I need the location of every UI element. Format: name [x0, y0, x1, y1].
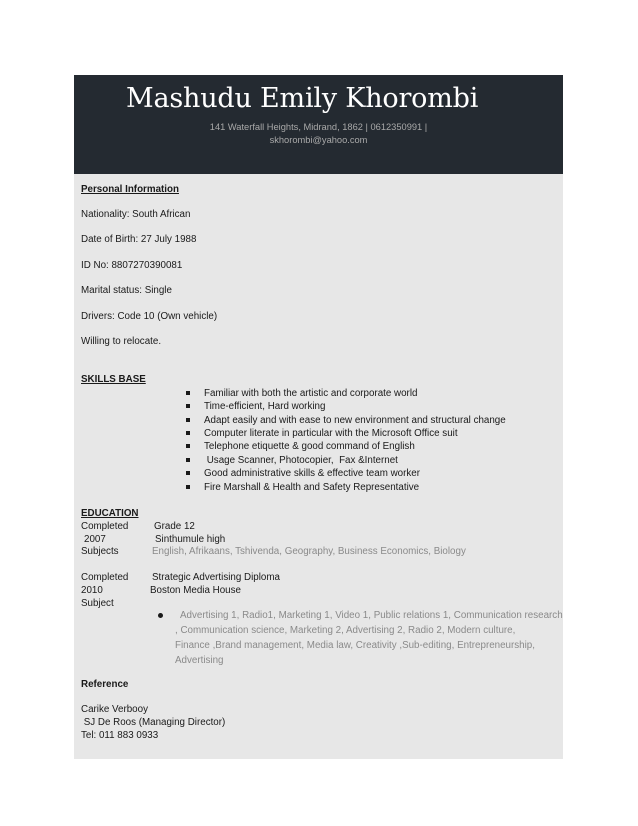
edu2-subjects-line1: Advertising 1, Radio1, Marketing 1, Video 1, Public relations 1, Communication research	[180, 610, 563, 621]
list-item: Fire Marshall & Health and Safety Representative	[204, 482, 420, 493]
relocation: Willing to relocate.	[81, 336, 162, 347]
list-item: Telephone etiquette & good command of English	[204, 441, 415, 452]
marital-status: Marital status: Single	[81, 285, 172, 296]
edu2-subjects-line4: Advertising	[175, 655, 224, 666]
date-of-birth: Date of Birth: 27 July 1988	[81, 234, 197, 245]
edu2-qualification: Strategic Advertising Diploma	[152, 572, 280, 583]
drivers-licence: Drivers: Code 10 (Own vehicle)	[81, 311, 218, 322]
edu1-year: 2007	[84, 534, 106, 545]
list-item: Computer literate in particular with the Microsoft Office suit	[204, 428, 458, 439]
edu1-subjects-label: Subjects	[81, 546, 119, 557]
reference-name: Carike Verbooy	[81, 704, 148, 715]
list-item: Usage Scanner, Photocopier, Fax &Internet	[204, 455, 398, 466]
square-bullet-icon	[186, 444, 190, 448]
edu1-qualification: Grade 12	[154, 521, 195, 532]
list-item: Time-efficient, Hard working	[204, 401, 326, 412]
resume-header	[74, 75, 563, 174]
edu2-subjects-line2: , Communication science, Marketing 2, Advertising 2, Radio 2, Modern culture,	[175, 625, 516, 636]
reference-telephone: Tel: 011 883 0933	[81, 730, 159, 741]
square-bullet-icon	[186, 391, 190, 395]
reference-role: SJ De Roos (Managing Director)	[81, 717, 226, 728]
list-item: Adapt easily and with ease to new environment and structural change	[204, 415, 506, 426]
edu1-status: Completed	[81, 521, 129, 532]
edu2-subjects-line3: Finance ,Brand management, Media law, Creativity ,Sub-editing, Entrepreneurship,	[175, 640, 535, 651]
contact-address-phone: 141 Waterfall Heights, Midrand, 1862 | 0612350991 |	[209, 122, 428, 132]
applicant-name: Mashudu Emily Khorombi	[126, 83, 479, 114]
square-bullet-icon	[186, 471, 190, 475]
square-bullet-icon	[186, 485, 190, 489]
round-bullet-icon	[158, 613, 163, 618]
contact-email: skhorombi@yahoo.com	[269, 135, 368, 145]
education-heading: EDUCATION	[81, 508, 139, 519]
edu2-subjects-label: Subject	[81, 598, 114, 609]
edu1-school: Sinthumule high	[155, 534, 226, 545]
edu2-year: 2010	[81, 585, 103, 596]
nationality: Nationality: South African	[81, 209, 191, 220]
square-bullet-icon	[186, 404, 190, 408]
personal-heading: Personal Information	[81, 184, 179, 195]
list-item: Familiar with both the artistic and corporate world	[204, 388, 418, 399]
edu1-subjects: English, Afrikaans, Tshivenda, Geography, Business Economics, Biology	[152, 546, 466, 557]
skills-heading: SKILLS BASE	[81, 374, 146, 385]
square-bullet-icon	[186, 418, 190, 422]
id-number: ID No: 8807270390081	[81, 260, 183, 271]
edu2-school: Boston Media House	[150, 585, 241, 596]
contact-details	[74, 121, 563, 145]
reference-heading: Reference	[81, 679, 129, 690]
resume-page	[74, 75, 563, 759]
square-bullet-icon	[186, 458, 190, 462]
edu2-status: Completed	[81, 572, 129, 583]
square-bullet-icon	[186, 431, 190, 435]
list-item: Good administrative skills & effective team worker	[204, 468, 420, 479]
